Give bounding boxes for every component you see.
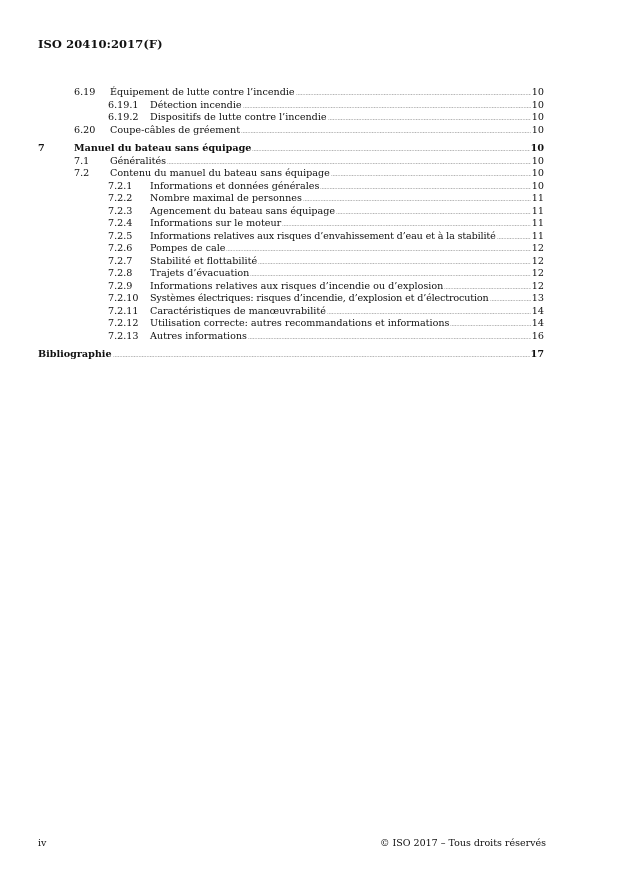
document-id: ISO 20410:2017(F): [38, 37, 163, 51]
toc-entry[interactable]: [108, 293, 544, 305]
leader-dots: [296, 87, 531, 95]
toc-entry-page: 12: [531, 280, 544, 292]
toc-entry-number: 7.2.6: [108, 243, 133, 254]
toc-entry-number: 6.19.1: [108, 99, 139, 111]
toc-entry-number: 7.2.8: [108, 268, 133, 279]
toc-entry-page: 14: [531, 305, 544, 317]
toc-entry[interactable]: [38, 143, 544, 155]
toc-entry-title: Nombre maximal de personnes: [150, 193, 302, 204]
leader-dots: [167, 156, 531, 164]
toc-entry-page: 17: [530, 349, 544, 360]
toc-entry-title: Informations et données générales: [150, 180, 320, 192]
leader-dots: [241, 125, 531, 133]
toc-entry[interactable]: [108, 231, 544, 243]
toc-entry-number: 7.2.10: [108, 293, 139, 304]
toc-entry-title: Coupe-câbles de gréement: [110, 124, 241, 136]
toc-entry-title: Pompes de cale: [150, 243, 226, 254]
leader-dots: [113, 349, 530, 357]
toc-entry[interactable]: [108, 268, 544, 280]
toc-entry-title: Bibliographie: [38, 349, 112, 360]
toc-entry[interactable]: [108, 306, 544, 318]
toc-entry-page: 12: [531, 243, 544, 254]
toc-entry[interactable]: [108, 206, 544, 218]
toc-entry-page: 11: [531, 205, 544, 217]
toc-entry[interactable]: [108, 256, 544, 268]
toc-entry-number: 7.2.4: [108, 218, 133, 229]
toc-entry-title: Généralités: [110, 155, 167, 167]
toc-entry-title: Utilisation correcte: autres recommandations et informations: [150, 318, 450, 329]
leader-dots: [331, 168, 531, 176]
toc-entry[interactable]: [108, 331, 544, 343]
toc-entry-number: 7: [38, 143, 45, 154]
toc-entry-number: 7.1: [74, 155, 90, 167]
leader-dots: [320, 181, 530, 189]
leader-dots: [252, 143, 529, 151]
toc-entry-number: 7.2.12: [108, 318, 139, 329]
toc-entry[interactable]: [74, 168, 544, 180]
leader-dots: [250, 268, 530, 276]
leader-dots: [444, 281, 530, 289]
toc-entry-title: Autres informations: [150, 330, 247, 342]
toc-entry-page: 11: [531, 230, 544, 242]
leader-dots: [303, 193, 531, 201]
toc-entry-page: 10: [531, 99, 544, 111]
toc-entry-number: 7.2.9: [108, 280, 133, 292]
toc-entry[interactable]: [108, 218, 544, 230]
toc-entry-title: Caractéristiques de manœuvrabilité: [150, 305, 326, 317]
toc-entry-number: 7.2.5: [108, 230, 133, 242]
toc-entry-title: Détection incendie: [150, 99, 242, 111]
leader-dots: [226, 243, 530, 251]
toc-entry-page: 11: [531, 218, 544, 229]
toc-entry-page: 10: [531, 87, 544, 98]
toc-entry[interactable]: [74, 156, 544, 168]
toc-entry-title: Stabilité et flottabilité: [150, 255, 258, 267]
toc-entry-title: Équipement de lutte contre l’incendie: [110, 87, 295, 98]
toc-entry-page: 10: [531, 112, 544, 123]
toc-entry-number: 7.2: [74, 168, 90, 179]
toc-entry[interactable]: [108, 112, 544, 124]
page-number: iv: [38, 838, 47, 849]
toc-entry-number: 7.2.3: [108, 205, 133, 217]
toc-entry-number: 6.19: [74, 87, 96, 98]
toc-entry[interactable]: [74, 87, 544, 99]
leader-dots: [243, 100, 531, 108]
toc-entry-number: 6.20: [74, 124, 96, 136]
leader-dots: [497, 231, 531, 239]
toc-entry-number: 7.2.7: [108, 255, 133, 267]
toc-entry-number: 6.19.2: [108, 112, 139, 123]
leader-dots: [248, 331, 531, 339]
toc-entry-page: 12: [531, 268, 544, 279]
leader-dots: [258, 256, 531, 264]
toc-entry-number: 7.2.2: [108, 193, 133, 204]
toc-entry-title: Trajets d’évacuation: [150, 268, 250, 279]
leader-dots: [450, 318, 530, 326]
toc-entry-title: Informations relatives aux risques d’envahissement d’eau et à la stabilité: [150, 230, 496, 242]
toc-entry[interactable]: [108, 243, 544, 255]
toc-entry-title: Agencement du bateau sans équipage: [150, 205, 336, 217]
toc-entry-page: 10: [530, 143, 544, 154]
toc-entry-title: Informations relatives aux risques d’incendie ou d’explosion: [150, 280, 444, 292]
toc-entry-title: Informations sur le moteur: [150, 218, 282, 229]
toc-entry[interactable]: [38, 349, 544, 361]
toc-entry[interactable]: [74, 125, 544, 137]
toc-entry-page: 13: [531, 293, 544, 304]
toc-entry-number: 7.2.13: [108, 330, 139, 342]
toc-entry-page: 16: [531, 330, 544, 342]
toc-entry-page: 12: [531, 255, 544, 267]
leader-dots: [327, 306, 531, 314]
toc-entry[interactable]: [108, 318, 544, 330]
toc-entry[interactable]: [108, 100, 544, 112]
toc-entry-title: Dispositifs de lutte contre l’incendie: [150, 112, 327, 123]
toc-entry-page: 10: [531, 124, 544, 136]
leader-dots: [282, 218, 531, 226]
leader-dots: [336, 206, 531, 214]
toc-entry-page: 10: [531, 180, 544, 192]
toc-entry[interactable]: [108, 281, 544, 293]
toc-entry[interactable]: [108, 181, 544, 193]
toc-entry-number: 7.2.11: [108, 305, 139, 317]
copyright-notice: © ISO 2017 – Tous droits réservés: [379, 838, 546, 849]
toc-entry-title: Manuel du bateau sans équipage: [74, 143, 252, 154]
leader-dots: [328, 112, 531, 120]
toc-entry-page: 10: [531, 168, 544, 179]
toc-entry-page: 10: [531, 155, 544, 167]
toc-entry-page: 14: [531, 318, 544, 329]
toc-entry-title: Contenu du manuel du bateau sans équipage: [110, 168, 330, 179]
toc-entry-page: 11: [531, 193, 544, 204]
toc-entry-number: 7.2.1: [108, 180, 133, 192]
toc-entry-title: Systèmes électriques: risques d’incendie, d’explosion et d’électrocution: [150, 293, 489, 304]
leader-dots: [490, 293, 531, 301]
toc-entry[interactable]: [108, 193, 544, 205]
